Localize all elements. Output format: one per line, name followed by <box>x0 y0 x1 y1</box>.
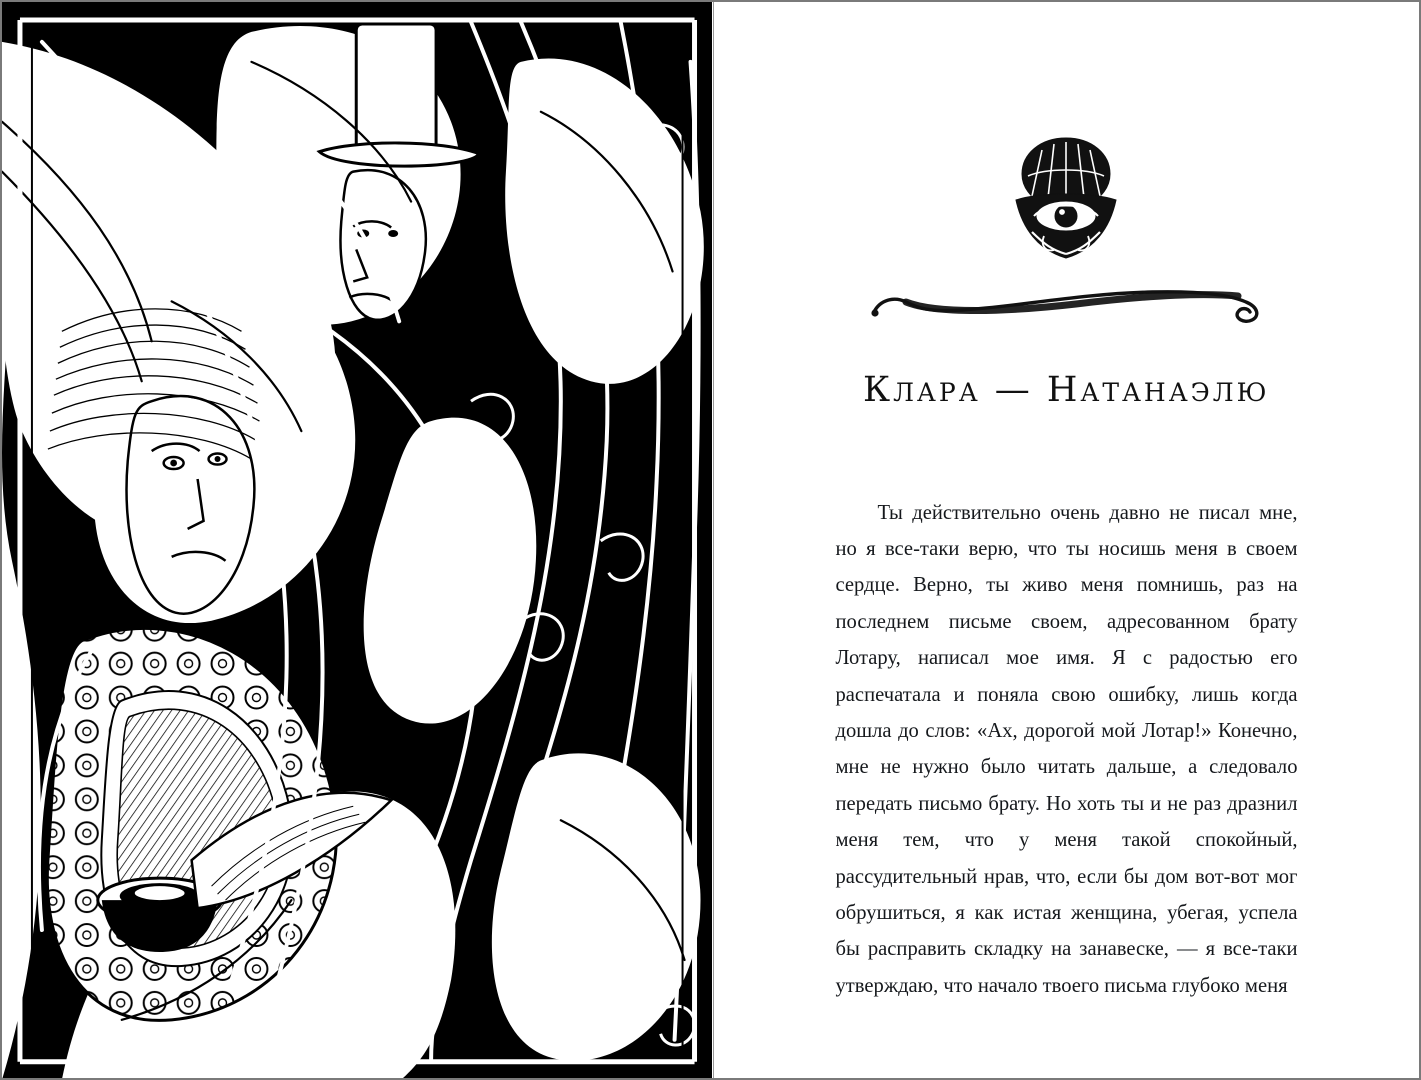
left-page-illustration <box>2 2 714 1078</box>
right-page-text <box>714 2 1420 1078</box>
chapter-title: Клара — Натанаэлю <box>862 370 1270 410</box>
illustration-artwork <box>2 2 712 1078</box>
body-paragraph: Ты действительно очень давно не писал мне, но я все-таки верю, что ты носишь меня в своем сердце. Верно, ты живо меня помнишь, раз на последнем письме своем, адресованном брату Лотару, написал мое имя. Я с радостью его распечатала и поняла свою ошибку, лишь когда дошла до слов: «Ах, дорогой мой Лотар!» Конечно, мне не нужно было читать дальше, а следовало передать письмо брату. Но хоть ты и не раз дразнил меня тем, что у меня такой спокойный, рассудительный нрав, что, если бы дом вот-вот мог обрушиться, я как истая женщина, убегая, успела бы расправить складку на занавеске, — я все-таки утверждаю, что начало твоего письма глубоко меня <box>835 501 1298 997</box>
swash-rule-ornament <box>866 282 1266 328</box>
eye-vignette-ornament <box>1006 132 1126 262</box>
